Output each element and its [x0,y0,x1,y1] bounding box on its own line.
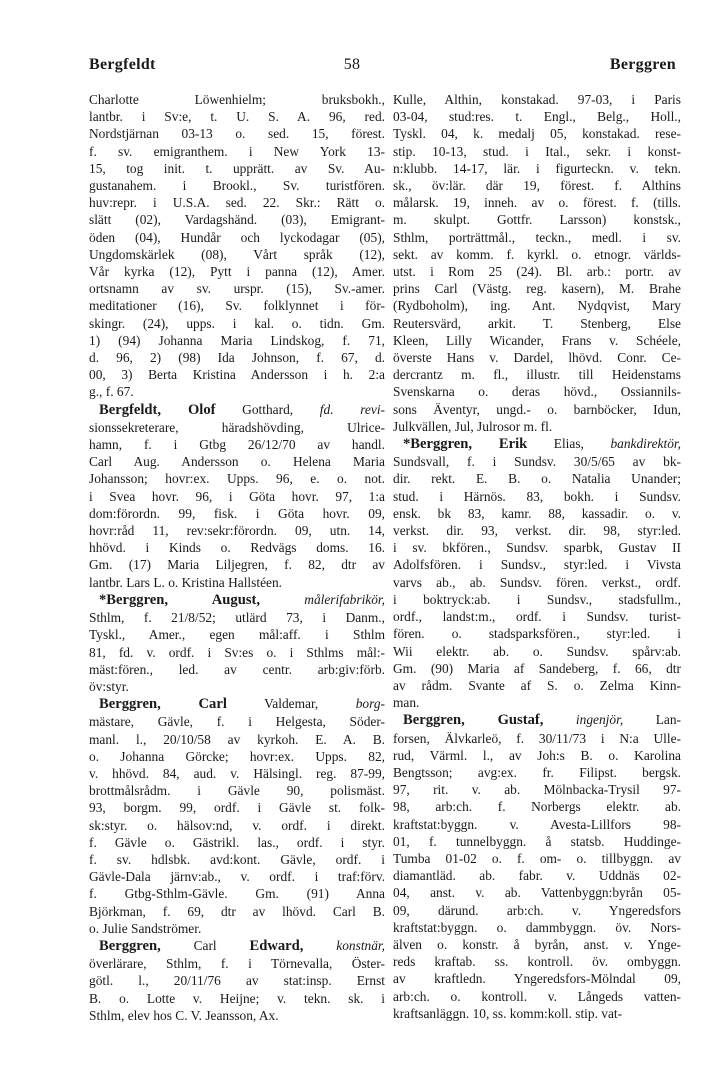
entry [89,401,385,591]
entry-line: mäst:fören., led. av centr. arb:giv:förb. [89,661,385,677]
entry-line: ordf., landst:m., ordf. i Sundsv. turist- [393,609,681,625]
entry-line: Carl Aug. Andersson o. Helena Maria [89,454,385,470]
entry-line: f. Gävle o. Gästrikl. las., ordf. i styr. [89,834,385,850]
entry-line: brottmålsrådm. i Gävle 90, polismäst. [89,783,385,799]
entry-given-name: Valdemar, [226,696,356,712]
entry-line: slätt (02), Vardagshänd. (03), Emigrant- [89,212,385,228]
entry-given-name [543,712,576,727]
entry-title: borg- [355,696,385,712]
entry-line: dom:förordn. 99, fisk. i Göta hovr. 09, [89,505,385,521]
entry-line: f. sv. hdlsbk. avd:kont. Gävle, ordf. i [89,851,385,867]
entry-line: sekt. av komm. f. kyrkl. o. etnogr. världs- [393,246,681,262]
entry-line: hhövd. i Kinds o. Redvägs doms. 16. [89,540,385,556]
entry-line: rud, Värml. l., av Joh:s B. o. Karolina [393,747,681,763]
entry-line: mästare, Gävle, f. i Helgesta, Söder- [89,714,385,730]
entry-line: meditationer (16), Sv. folklynnet i för- [89,298,385,314]
entry-line: f. sv. emigranthem. i New York 13- [89,143,385,159]
entry-line: öden (04), Hundår och lyckodagar (05), [89,229,385,245]
entry-line: av rådm. Svante af S. o. Zelma Kinn- [393,677,681,693]
entry-line: stud. i Härnös. 83, bokh. i Sundsv. [393,488,681,504]
entry-line: Johansson; hovr:ex. Upps. 96, e. o. not. [89,471,385,487]
entry-given-name: Elias, [527,436,611,452]
entry-line: o. Johanna Görcke; hovr:ex. Upps. 82, [89,748,385,764]
entry-line: Tyskl., Amer., egen mål:aff. i Sthlm [89,627,385,643]
entry-line: m. skulpt. Gottfr. Larsson) konstsk., [393,212,681,228]
entry-line: Julkvällen, Jul, Julrosor m. fl. [393,418,553,434]
entry-line: Kulle, Althin, konstakad. 97-03, i Paris [393,92,681,107]
entry [89,91,385,401]
entry-line: dir. rekt. E. B. o. Natalia Unander; [393,471,681,487]
entry-given-name: Carl [160,937,250,953]
entry-heading-line [393,435,681,453]
entry [393,435,681,711]
entry-line: Sthlm, porträttmål., teckn., medl. i sv. [393,229,681,245]
entry-line: överlärare, Sthlm, f. i Törnevalla, Öster- [89,956,385,972]
entry-name: Bergfeldt, Olof [99,401,216,418]
entry-line: Sthlm, elev hos C. V. Jeansson, Ax. [89,1007,279,1023]
entry-name: Berggren, Gustaf, [403,712,544,729]
left-column [89,91,385,1024]
entry-line: Vår kyrka (12), Pytt i panna (12), Amer. [89,264,385,280]
entry-line: 15, tog init. t. upprätt. av Sv. Au- [89,160,385,176]
entry-line: Gm. (17) Maria Liljegren, f. 82, dtr av [89,557,385,573]
entry-line: Gävle-Dala järnv:ab., v. ordf. i traf:förv. [89,869,385,885]
entry-line: f. Gtbg-Sthlm-Gävle. Gm. (91) Anna [89,886,385,902]
entry-line: fören. o. stadsparksfören., styr:led. i [393,626,681,642]
entry-heading-line [89,937,385,955]
entry-line: Bengtsson; avg:ex. fr. Filipst. bergsk. [393,764,681,780]
entry-line: i sv. bkfören., Sundsv. sparbk, Gustav II [393,540,681,556]
entry [393,711,681,1022]
entry-line: diamantläd. ab. fabr. v. Uddnäs 02- [393,868,681,884]
entry-line: huv:repr. i U.S.A. sed. 22. Skr.: Rätt o. [89,195,385,211]
entry-line: 1) (94) Johanna Maria Lindskog, f. 71, [89,332,385,348]
entry-line: prins Carl (Västg. reg. kasern), M. Brahe [393,281,681,297]
running-head-right: Berggren [609,56,676,73]
entry-line: målarsk. 19, inneh. av o. förest. f. (tills. [393,195,681,211]
entry-line: skingr. (24), upps. i kal. o. tidn. Gm. [89,315,385,331]
entry-line: sk:styr. o. hälsov:nd, v. ordf. i direkt. [89,817,385,833]
entry-line: i Svea hovr. 96, i Göta hovr. 97, 1:a [89,488,385,504]
right-column [393,91,681,1022]
entry-name: Edward, [249,937,304,954]
entry-line: hamn, f. i Gtbg 26/12/70 av handl. [89,437,385,453]
entry-line: Charlotte Löwenhielm; bruksbokh., [89,92,385,107]
entry-title: bankdirektör, [610,436,681,452]
entry-line: 09, därund. arb:ch. v. Yngeredsfors [393,902,681,918]
entry-line: kraftsanläggn. 10, ss. komm:koll. stip. vat- [393,1005,623,1021]
entry [89,695,385,937]
entry-name: *Berggren, Erik [403,436,528,453]
entry-line: dercrantz m. fl., illustr. till Heidenstams [393,367,681,383]
entry-line: Reutersvärd, arkit. T. Stenberg, Else [393,315,681,331]
entry-line: verkst. dir. 93, verkst. dir. 98, styr:led. [393,523,681,539]
entry-line: Ungdomskärlek (08), Vårt språk (12), [89,246,385,262]
entry-line: kraftstat:byggn. o. dammbyggn. öv. Nors- [393,919,681,935]
entry-name: Berggren, [99,937,161,954]
entry-line: Tumba 01-02 o. f. om- o. tillbyggn. av [393,850,681,866]
entry-line: Gm. (90) Maria af Sandeberg, f. 66, dtr [393,660,681,676]
entry-line: sk., öv:lär. där 19, förest. f. Althins [393,178,681,194]
entry-line: hovr:råd 11, rev:sekr:förordn. 09, utn. 14, [89,523,385,539]
entry-line: götl. l., 20/11/76 av stat:insp. Ernst [89,973,385,989]
entry-line: v. hhövd. 84, aud. v. Hälsingl. reg. 87-99, [89,765,385,781]
entry-title: konstnär, [303,937,385,953]
entry-line: o. Julie Sandströmer. [89,920,202,936]
entry-heading-line [89,591,385,609]
entry-line: reds kraftab. ss. kontroll. öv. ombyggn. [393,954,681,970]
entry-line: lantbr. Lars L. o. Kristina Hallstéen. [89,574,282,590]
entry-line: n:klubb. 14-17, lär. i figurteckn. v. tekn. [393,160,681,176]
entry-title: ingenjör, [575,712,624,728]
entry-given-name: Gotthard, [215,401,320,417]
entry-line: forsen, Älvkarleö, f. 30/11/73 i N:a Ulle- [393,730,681,746]
entry-line: överste Hans v. Dardel, lhövd. Conr. Ce- [393,350,681,366]
entry-line: kraftstat:byggn. v. Avesta-Lillfors 98- [393,816,681,832]
entry-line: 03-04, stud:res. t. Engl., Belg., Holl., [393,109,681,125]
entry-line: 93, borgm. 99, ordf. i Gävle st. folk- [89,800,385,816]
entry-title: fd. revi- [319,401,385,417]
entry-line: manl. l., 20/10/58 av kyrkoh. E. A. B. [89,731,385,747]
entry-line: Wii elektr. ab. o. Sundsv. spårv:ab. [393,643,681,659]
entry-line: B. o. Lotte v. Heijne; v. tekn. sk. i [89,990,385,1006]
entry-line: älven o. konstr. å byrån, anst. v. Ynge- [393,936,681,952]
entry-heading-line [89,401,385,419]
entry-line: stip. 10-13, stud. i Ital., sekr. i konst- [393,143,681,159]
entry-line: Björkman, f. 69, dtr av lhövd. Carl B. [89,903,385,919]
entry-line: man. [393,695,420,711]
entry-heading-line [393,711,681,729]
page-number: 58 [343,56,361,73]
entry-line: ensk. bk 83, kamr. 88, kassadir. o. v. [393,505,681,521]
entry-line: d. 96, 2) (98) Ida Johnson, f. 67, d. [89,350,385,366]
entry-line: Svenskarna o. deras hövd., Ossiannils- [393,384,681,400]
entry-heading-line [89,695,385,713]
entry-line: Nordstjärnan 03-13 o. sed. 15, förest. [89,126,385,142]
entry-line: av kraftledn. Yngeredsfors-Mölndal 09, [393,971,681,987]
entry-line: (Rydboholm), ing. Ant. Nydqvist, Mary [393,298,681,314]
entry-line: öv:styr. [89,678,129,694]
entry [89,937,385,1024]
entry [393,91,681,435]
entry-line: gustanahem. i Brookl., Sv. turistfören. [89,178,385,194]
entry-line: ortsnamn av sv. urspr. (15), Sv.-amer. [89,281,385,297]
entry [89,591,385,695]
entry-line: sons Äventyr, ungd.- o. barnböcker, Idun, [393,401,681,417]
entry-line: 01, f. tunnelbyggn. å statsb. Huddinge- [393,833,681,849]
entry-line: utst. i Rom 25 (24). Bl. arb.: portr. av [393,264,681,280]
entry-line: Tyskl. 04, k. medalj 05, konstakad. rese- [393,126,681,142]
entry-line: varvs ab., ab. Sundsv. fören. verkst., ordf. [393,574,681,590]
entry-name: Berggren, Carl [99,696,227,713]
entry-line: Sthlm, f. 21/8/52; utlärd 73, i Danm., [89,610,385,626]
entry-line: Adolfsfören. i Sundsv., styr:led. i Vivsta [393,557,681,573]
entry-given-name [260,592,304,607]
entry-line: lantbr. i Sv:e, t. U. S. A. 96, red. [89,109,385,125]
entry-line: 98, arb:ch. f. Norbergs elektr. ab. [393,799,681,815]
entry-text: Lan- [623,712,681,728]
entry-title: målerifabrikör, [304,591,385,607]
entry-line: Sundsvall, f. i Sundsv. 30/5/65 av bk- [393,454,681,470]
running-head-left: Bergfeldt [89,56,156,73]
entry-line: i boktryck:ab. i Sundsv., stadsfullm., [393,591,681,607]
entry-line: g., f. 67. [89,384,134,400]
entry-line: arb:ch. o. kontroll. v. Långeds vatten- [393,988,681,1004]
entry-line: Kleen, Lilly Wicander, Frans v. Schéele, [393,332,681,348]
entry-line: 97, rit. v. ab. Mölnbacka-Trysil 97- [393,782,681,798]
entry-name: *Berggren, August, [99,591,261,608]
entry-line: 04, anst. v. ab. Vattenbyggn:byrån 05- [393,885,681,901]
entry-line: 00, 3) Berta Kristina Andersson i h. 2:a [89,367,385,383]
entry-line: 81, fd. v. ordf. i Sv:es o. i Sthlms mål:- [89,644,385,660]
entry-line: sionssekreterare, häradshövding, Ulrice- [89,419,385,435]
